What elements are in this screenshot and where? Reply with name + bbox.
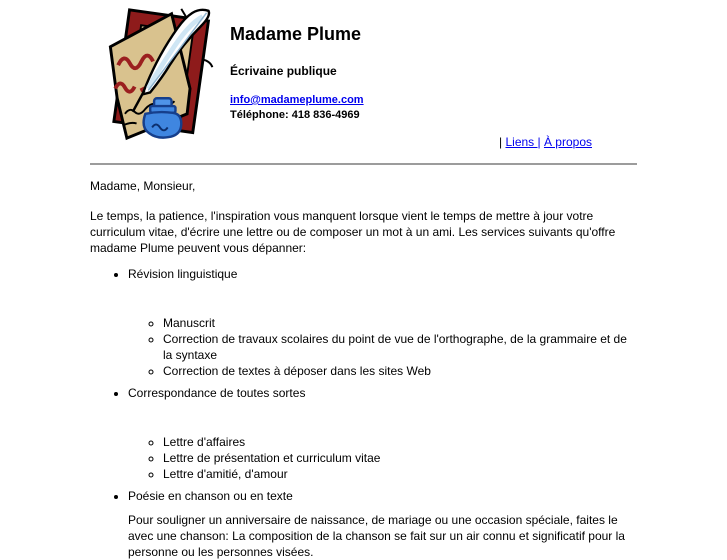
salutation: Madame, Monsieur, xyxy=(90,179,196,193)
quill-paper-logo-icon xyxy=(98,5,216,141)
header-text xyxy=(216,0,364,122)
phone-number: Téléphone: 418 836-4969 xyxy=(230,109,360,121)
service-item-revision xyxy=(128,266,637,379)
site-subtitle: Écrivaine publique xyxy=(230,64,337,78)
nav-separator: | xyxy=(499,135,503,149)
service-label: Correspondance de toutes sortes xyxy=(128,386,306,400)
service-item-correspondance xyxy=(128,385,637,482)
service-subitem: ◦ Correction de textes à déposer dans les sites Web xyxy=(163,363,637,379)
nav-link-a-propos[interactable]: À propos xyxy=(543,135,592,149)
service-description: Pour souligner un anniversaire de naissance, de mariage ou une occasion spéciale, faites le avec une chanson: La composition de la chanson se fait sur un air connu et significatif pour la personne ou les personnes visées. xyxy=(128,513,625,559)
page-container xyxy=(90,0,637,560)
service-sublist xyxy=(128,434,637,482)
service-label: Poésie en chanson ou en texte xyxy=(128,489,293,503)
service-subitem: ◦ Correction de travaux scolaires du point de vue de l'orthographe, de la grammaire et de la syntaxe xyxy=(163,331,637,363)
service-subitem: ◦ Lettre d'amitié, d'amour xyxy=(163,466,637,482)
site-title: Madame Plume xyxy=(230,24,362,44)
intro-paragraph: Le temps, la patience, l'inspiration vous manquent lorsque vient le temps de mettre à jour votre curriculum vitae, d'écrire une lettre ou de composer un mot à un ami. Les services suivants qu'offre madame Plume peuvent vous dépanner: xyxy=(90,209,616,255)
divider-rule xyxy=(90,163,637,165)
service-subitem: ◦ Lettre de présentation et curriculum vitae xyxy=(163,450,637,466)
service-subitem: ◦ Manuscrit xyxy=(163,315,637,331)
header xyxy=(90,0,637,141)
email-link[interactable]: info@madameplume.com xyxy=(230,94,364,106)
service-sublist xyxy=(128,315,637,379)
services-list xyxy=(90,266,637,560)
service-label: Révision linguistique xyxy=(128,267,238,281)
service-item-poesie xyxy=(128,488,637,560)
nav-link-liens[interactable]: Liens | xyxy=(505,135,541,149)
quill-paper-logo xyxy=(98,5,216,141)
service-subitem: ◦ Lettre d'affaires xyxy=(163,434,637,450)
